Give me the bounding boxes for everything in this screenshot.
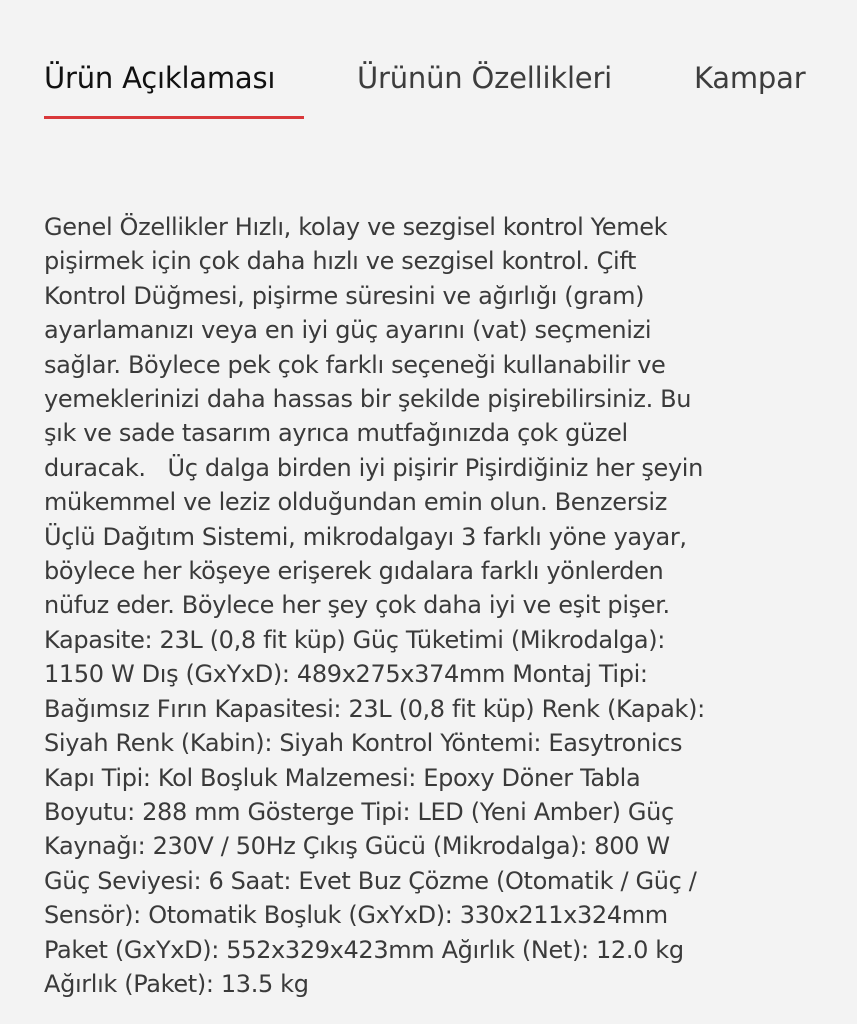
tab-urunun-ozellikleri[interactable]: Ürünün Özellikleri xyxy=(357,61,613,95)
description-line: Paket (GxYxD): 552x329x423mm Ağırlık (Net): 12.0 kg xyxy=(44,935,684,964)
description-line: Güç Seviyesi: 6 Saat: Evet Buz Çözme (Otomatik / Güç / xyxy=(44,866,697,895)
description-line: Sensör): Otomatik Boşluk (GxYxD): 330x211x324mm xyxy=(44,901,668,930)
description-line: ayarlamanızı veya en iyi güç ayarını (vat) seçmenizi xyxy=(44,316,652,345)
description-line: mükemmel ve leziz olduğundan emin olun. Benzersiz xyxy=(44,488,667,517)
description-line: Genel Özellikler Hızlı, kolay ve sezgisel kontrol Yemek xyxy=(44,213,668,241)
tab-bar xyxy=(0,0,857,130)
description-line: şık ve sade tasarım ayrıca mutfağınızda çok güzel xyxy=(44,419,628,448)
description-line: pişirmek için çok daha hızlı ve sezgisel kontrol. Çift xyxy=(44,247,637,276)
description-line: Bağımsız Fırın Kapasitesi: 23L (0,8 fit küp) Renk (Kapak): xyxy=(44,694,705,723)
description-line: Üçlü Dağıtım Sistemi, mikrodalgayı 3 farklı yöne yayar, xyxy=(44,522,687,551)
description-line: 1150 W Dış (GxYxD): 489x275x374mm Montaj Tipi: xyxy=(44,660,648,689)
tab-kampanyalar[interactable]: Kampar xyxy=(694,61,806,95)
description-line: Boyutu: 288 mm Gösterge Tipi: LED (Yeni Amber) Güç xyxy=(44,797,674,826)
active-tab-indicator xyxy=(44,116,304,119)
description-line: duracak. Üç dalga birden iyi pişirir Pişirdiğiniz her şeyin xyxy=(44,453,703,482)
description-line: Kaynağı: 230V / 50Hz Çıkış Gücü (Mikrodalga): 800 W xyxy=(44,832,670,861)
description-line: Kapı Tipi: Kol Boşluk Malzemesi: Epoxy Döner Tabla xyxy=(44,763,641,792)
description-line: yemeklerinizi daha hassas bir şekilde pişirebilirsiniz. Bu xyxy=(44,385,692,414)
description-line: sağlar. Böylece pek çok farklı seçeneği kullanabilir ve xyxy=(44,350,666,379)
product-description xyxy=(44,210,834,1001)
description-line: nüfuz eder. Böylece her şey çok daha iyi ve eşit pişer. xyxy=(44,591,670,620)
description-line: Siyah Renk (Kabin): Siyah Kontrol Yöntemi: Easytronics xyxy=(44,729,683,758)
description-line: Kontrol Düğmesi, pişirme süresini ve ağırlığı (gram) xyxy=(44,281,645,310)
description-line: Ağırlık (Paket): 13.5 kg xyxy=(44,969,309,998)
tab-urun-aciklamasi[interactable]: Ürün Açıklaması xyxy=(44,61,276,95)
description-line: böylece her köşeye erişerek gıdalara farklı yönlerden xyxy=(44,557,664,586)
description-line: Kapasite: 23L (0,8 fit küp) Güç Tüketimi (Mikrodalga): xyxy=(44,625,666,654)
